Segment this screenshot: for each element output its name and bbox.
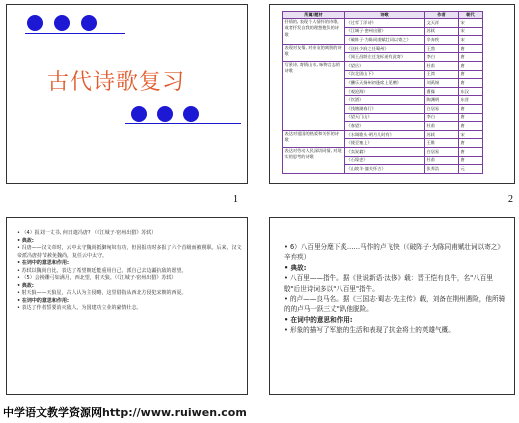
blue-dot [54, 15, 70, 31]
cell-author: 王维 [425, 139, 459, 148]
text-line: • 6）八百里分麾下炙……马作的卢飞快（《破阵子·为陈同甫赋壮词以寄之》辛弃疾） [284, 243, 504, 262]
cell-dynasty: 唐 [459, 113, 483, 122]
cell-author: 苏轼 [425, 130, 459, 139]
cell-author: 辛弃疾 [425, 36, 459, 45]
cell-category: 表现对友情, 对亲友的离别的诗歌 [283, 44, 345, 61]
cell-category: 表达对祖国的热爱和关怀的诗歌 [283, 130, 345, 147]
cell-category: 抒情的, 表现个人情怀的诗歌, 或者抒发自我的理想抱负的诗歌 [283, 19, 345, 45]
text-line: • 形象的描写了军旅的生活和表现了抗金将士的英雄气概。 [284, 326, 455, 335]
blue-dot [157, 106, 173, 122]
cell-author: 杜甫 [425, 156, 459, 165]
cell-author: 张养浩 [425, 165, 459, 174]
cell-author: 陶渊明 [425, 96, 459, 105]
footer-site-name: 中学语文教学资源网 [3, 406, 102, 419]
cell-author: 刘禹锡 [425, 79, 459, 88]
cell-poem: 《卖炭翁》 [345, 147, 425, 156]
bottom-rule [125, 123, 241, 124]
text-line: • 表达了作者誓要消灭敌人、为国建功立业的豪情壮志。 [17, 305, 142, 311]
cell-author: 白居易 [425, 104, 459, 113]
text-line: • 射天狼——天狼星，古人认为主侵略，这里借指从西北方侵犯宋朝的西夏。 [17, 290, 187, 296]
text-line: • 典故: [17, 237, 34, 244]
cell-dynasty: 东晋 [459, 96, 483, 105]
cell-author: 白居易 [425, 147, 459, 156]
cell-dynasty: 唐 [459, 156, 483, 165]
cell-dynasty: 唐 [459, 104, 483, 113]
poem-table [282, 11, 483, 174]
cell-poem: 《江城子·密州出猎》 [345, 27, 425, 36]
cell-poem: 《闻王昌龄左迁龙标遥有此寄》 [345, 53, 425, 62]
header-category: 所属/题材 [283, 12, 345, 19]
cell-category: 表达对劳动人民深切同情, 对现实的思考的诗歌 [283, 147, 345, 173]
cell-dynasty: 唐 [459, 79, 483, 88]
blue-dot [27, 15, 43, 31]
cell-author: 曹操 [425, 87, 459, 96]
text-line: • 的卢——良马名。据《三国志·蜀志·先主传》载，刘备在荆州遇险，他所骑的的卢马一跃三丈"趴他脱险。 [284, 295, 506, 314]
top-rule [25, 33, 125, 34]
cell-dynasty: 元 [459, 165, 483, 174]
slide-3-body [17, 230, 243, 313]
blue-dot [183, 106, 199, 122]
table-row [283, 147, 483, 156]
text-line: • 冯唐——汉文帝时，云中太守魏尚抵御匈奴有功，但因报功时多报了六个首级而被削职。后来，汉文帝派冯唐持节赦免魏尚，复任云中太守。 [17, 245, 242, 259]
cell-dynasty: 唐 [459, 147, 483, 156]
cell-author: 苏轼 [425, 27, 459, 36]
cell-author: 李白 [425, 53, 459, 62]
cell-poem: 《石壕吏》 [345, 156, 425, 165]
cell-dynasty: 宋 [459, 130, 483, 139]
cell-poem: 《使至塞上》 [345, 139, 425, 148]
table-row [283, 61, 483, 70]
cell-category: 写景诗, 寄情山水, 咏物言志的诗歌 [283, 61, 345, 130]
text-line: • 苏轼以魏尚自比，表达了希望朝廷能重用自己，派自己去边疆抗敌的愿望。 [17, 267, 187, 274]
footer-watermark [3, 404, 247, 420]
table-row [283, 130, 483, 139]
cell-poem: 《观沧海》 [345, 87, 425, 96]
cell-author: 杜甫 [425, 61, 459, 70]
cell-dynasty: 宋 [459, 19, 483, 28]
slide-3 [6, 217, 248, 395]
slide-2 [269, 4, 515, 184]
text-line: • 八百里——指牛。据《世说新语·汰侈》载：晋王恺有良牛，名"八百里駮"后世诗词多以"八百里"指牛。 [284, 274, 493, 293]
page-number-2: 2 [508, 194, 513, 205]
cell-poem: 《破阵子·为陈同甫赋壮词以寄之》 [345, 36, 425, 45]
text-line: • （4）报刘一丈书, 何日遣冯唐? （《江城子·密州出猎》苏轼） [17, 230, 157, 236]
text-line: • 典故: [284, 263, 307, 272]
cell-dynasty: 宋 [459, 27, 483, 36]
cell-poem: 《饮酒》 [345, 96, 425, 105]
blue-dot [81, 15, 97, 31]
page-number-1: 1 [233, 194, 238, 205]
cell-poem: 《次北固山下》 [345, 70, 425, 79]
cell-poem: 《钱塘湖春行》 [345, 104, 425, 113]
slide-title: 古代诗歌复习 [47, 70, 186, 95]
header-author: 作者 [425, 12, 459, 19]
text-line: • 在词中的意思和作用: [17, 260, 69, 266]
cell-dynasty: 宋 [459, 36, 483, 45]
cell-dynasty: 唐 [459, 61, 483, 70]
cell-author: 文天祥 [425, 19, 459, 28]
cell-poem: 《山坡羊·潼关怀古》 [345, 165, 425, 174]
cell-author: 杜甫 [425, 122, 459, 131]
slide-4-body [284, 242, 506, 336]
blue-dot [131, 106, 147, 122]
footer-url[interactable]: http://www.ruiwen.com [102, 406, 247, 419]
cell-dynasty: 唐 [459, 70, 483, 79]
header-dynasty: 朝代 [459, 12, 483, 19]
table-row [283, 44, 483, 53]
cell-author: 李白 [425, 113, 459, 122]
cell-dynasty: 东汉 [459, 87, 483, 96]
header-poem: 诗歌 [345, 12, 425, 19]
cell-poem: 《春望》 [345, 122, 425, 131]
text-line: • 典故: [17, 282, 34, 289]
cell-poem: 《送杜少府之任蜀州》 [345, 44, 425, 53]
slide-1 [6, 4, 248, 184]
cell-poem: 《望天门山》 [345, 113, 425, 122]
cell-poem: 《过零丁洋诗》 [345, 19, 425, 28]
text-line: • 在词中的意思和作用: [17, 297, 69, 304]
cell-poem: 《水调歌头·明月几时有》 [345, 130, 425, 139]
cell-author: 王勃 [425, 44, 459, 53]
cell-dynasty: 唐 [459, 44, 483, 53]
table-header-row [283, 12, 483, 19]
text-line: • （5）会挽雕弓如满月，西北望，射天狼。（《江城子·密州出猎》苏轼） [17, 275, 177, 281]
cell-dynasty: 唐 [459, 53, 483, 62]
cell-poem: 《酬乐天扬州初逢席上见赠》 [345, 79, 425, 88]
text-line: • 在词中的意思和作用: [284, 315, 353, 324]
cell-dynasty: 唐 [459, 139, 483, 148]
table-row [283, 19, 483, 28]
cell-author: 王湾 [425, 70, 459, 79]
cell-poem: 《望岳》 [345, 61, 425, 70]
slide-4 [269, 217, 515, 395]
cell-dynasty: 唐 [459, 122, 483, 131]
